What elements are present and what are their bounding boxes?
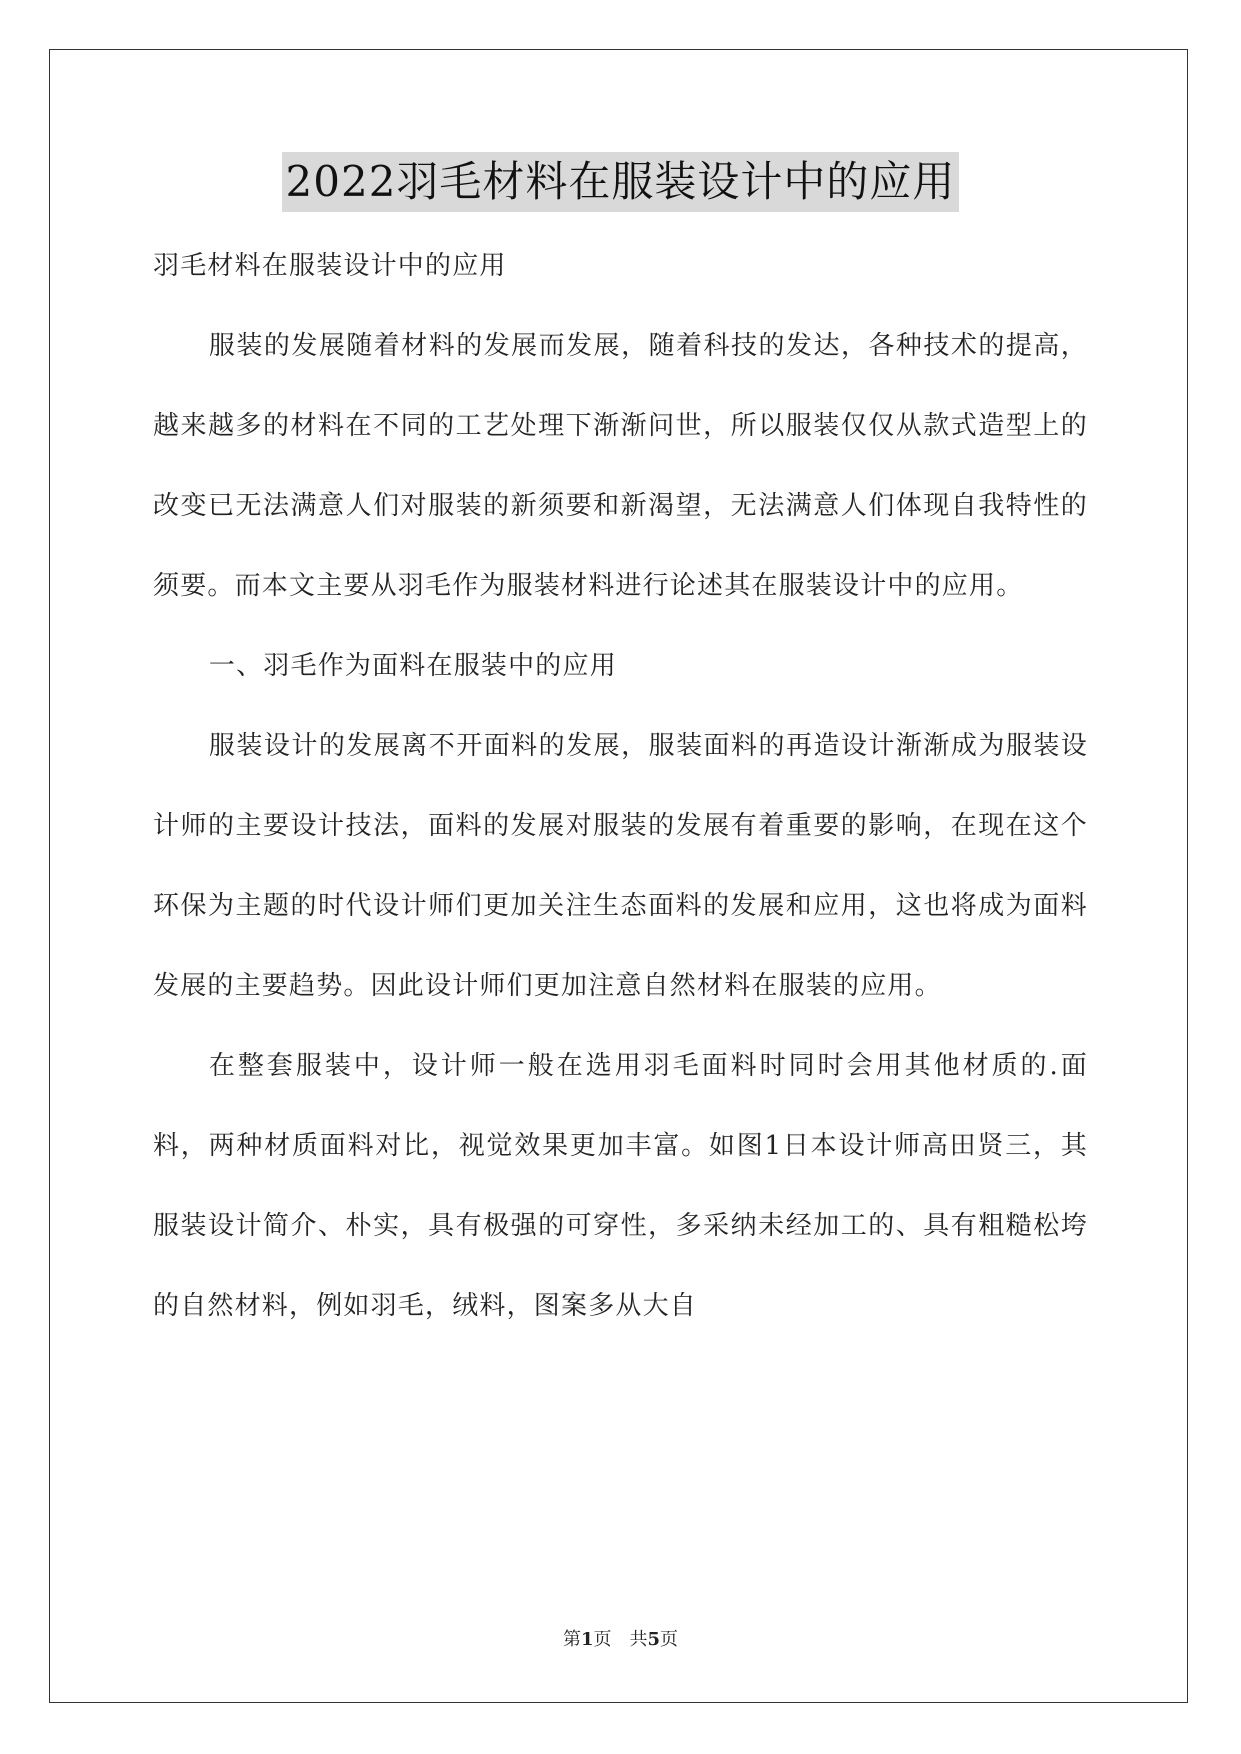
footer-prefix: 第 [562,1629,581,1650]
document-body [153,226,1088,1346]
section-heading-1: 一、羽毛作为面料在服装中的应用 [208,651,617,681]
document-title: 2022羽毛材料在服装设计中的应用 [282,152,960,212]
document-subtitle: 羽毛材料在服装设计中的应用 [153,251,507,281]
paragraph-material-contrast: 在整套服装中，设计师一般在选用羽毛面料时同时会用其他材质的.面料，两种材质面料对比，视觉效果更加丰富。如图1日本设计师高田贤三，其服装设计简介、朴实，具有极强的可穿性，多采纳未经加工的、具有粗糙松垮的自然材料，例如羽毛，绒料，图案多从大自 [153,1051,1088,1321]
footer-current-page: 1 [580,1629,594,1650]
page-footer [0,1625,1241,1651]
footer-middle: 页 共 [593,1629,648,1650]
paragraph-fabric-development: 服装设计的发展离不开面料的发展，服装面料的再造设计渐渐成为服装设计师的主要设计技法，面料的发展对服装的发展有着重要的影响，在现在这个环保为主题的时代设计师们更加关注生态面料的发展和应用，这也将成为面料发展的主要趋势。因此设计师们更加注意自然材料在服装的应用。 [153,731,1088,1001]
paragraph-intro: 服装的发展随着材料的发展而发展，随着科技的发达，各种技术的提高，越来越多的材料在不同的工艺处理下渐渐问世，所以服装仅仅从款式造型上的改变已无法满意人们对服装的新须要和新渴望，无法满意人们体现自我特性的须要。而本文主要从羽毛作为服装材料进行论述其在服装设计中的应用。 [153,331,1088,601]
title-container [0,152,1241,212]
footer-suffix: 页 [660,1629,679,1650]
footer-total-pages: 5 [647,1629,661,1650]
